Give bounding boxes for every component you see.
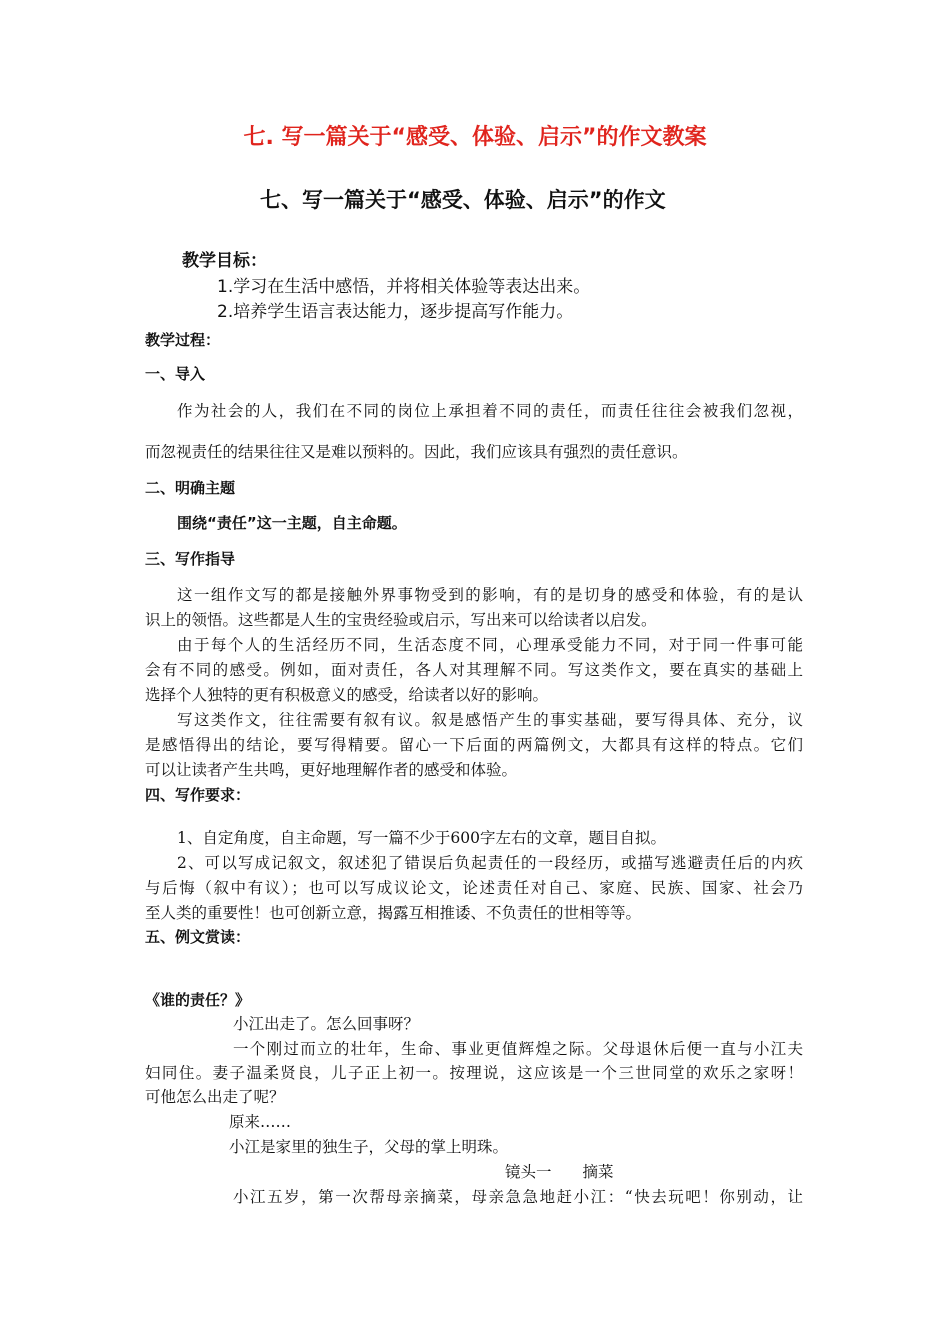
essay-line: 原来…… [229, 1113, 292, 1131]
guide-line: 选择个人独特的更有积极意义的感受，给读者以好的影响。 [145, 686, 549, 704]
guide-line: 由于每个人的生活经历不同，生活态度不同，心理承受能力不同，对于同一件事可能 [177, 636, 803, 654]
section-heading-example: 五、例文赏读： [145, 928, 251, 946]
intro-line: 而忽视责任的结果往往又是难以预料的。因此，我们应该具有强烈的责任意识。 [145, 443, 688, 461]
objective-item: 1.学习在生活中感悟，并将相关体验等表达出来。 [217, 277, 591, 297]
essay-line: 小江出走了。怎么回事呀？ [233, 1015, 420, 1033]
guide-line: 可以让读者产生共鸣，更好地理解作者的感受和体验。 [145, 761, 518, 779]
essay-line: 小江是家里的独生子，父母的掌上明珠。 [229, 1138, 509, 1156]
essay-line: 小江五岁，第一次帮母亲摘菜，母亲急急地赶小江：“快去玩吧！你别动，让 [233, 1188, 803, 1206]
essay-scene-heading: 镜头一 摘菜 [505, 1163, 614, 1181]
section-heading-requirements: 四、写作要求： [145, 786, 251, 804]
guide-line: 会有不同的感受。例如，面对责任，各人对其理解不同。写这类作文，要在真实的基础上 [145, 661, 803, 679]
requirement-line: 2、可以写成记叙文，叙述犯了错误后负起责任的一段经历，或描写逃避责任后的内疚 [177, 854, 803, 872]
theme-text: 围绕“责任”这一主题，自主命题。 [177, 514, 407, 532]
document-title: 七. 写一篇关于“感受、体验、启示”的作文教案 [243, 125, 707, 150]
requirement-line: 与后悔（叙中有议）；也可以写成议论文，论述责任对自己、家庭、民族、国家、社会乃 [145, 879, 803, 897]
section-heading-intro: 一、导入 [145, 365, 206, 383]
guide-line: 识上的领悟。这些都是人生的宝贵经验或启示，写出来可以给读者以启发。 [145, 611, 657, 629]
requirement-line: 1、自定角度，自主命题，写一篇不少于600字左右的文章，题目自拟。 [177, 829, 666, 847]
essay-line: 可他怎么出走了呢？ [145, 1088, 285, 1106]
essay-line: 一个刚过而立的壮年，生命、事业更值辉煌之际。父母退休后便一直与小江夫 [233, 1040, 803, 1058]
objective-item: 2.培养学生语言表达能力，逐步提高写作能力。 [217, 302, 574, 322]
essay-line: 妇同住。妻子温柔贤良，儿子正上初一。按理说，这应该是一个三世同堂的欢乐之家呀！ [145, 1064, 803, 1082]
intro-line: 作为社会的人，我们在不同的岗位上承担着不同的责任，而责任往往会被我们忽视， [177, 402, 803, 420]
guide-line: 是感悟得出的结论，要写得精要。留心一下后面的两篇例文，大都具有这样的特点。它们 [145, 736, 803, 754]
section-heading-guide: 三、写作指导 [145, 550, 236, 568]
requirement-line: 至人类的重要性！也可创新立意，揭露互相推诿、不负责任的世相等等。 [145, 904, 642, 922]
objectives-heading: 教学目标： [182, 251, 267, 271]
guide-line: 这一组作文写的都是接触外界事物受到的影响，有的是切身的感受和体验，有的是认 [177, 586, 803, 604]
process-heading: 教学过程： [145, 331, 221, 349]
document-subtitle: 七、写一篇关于“感受、体验、启示”的作文 [260, 188, 666, 212]
section-heading-theme: 二、明确主题 [145, 479, 236, 497]
guide-line: 写这类作文，往往需要有叙有议。叙是感悟产生的事实基础，要写得具体、充分，议 [177, 711, 803, 729]
essay-title: 《谁的责任？》 [145, 991, 251, 1009]
